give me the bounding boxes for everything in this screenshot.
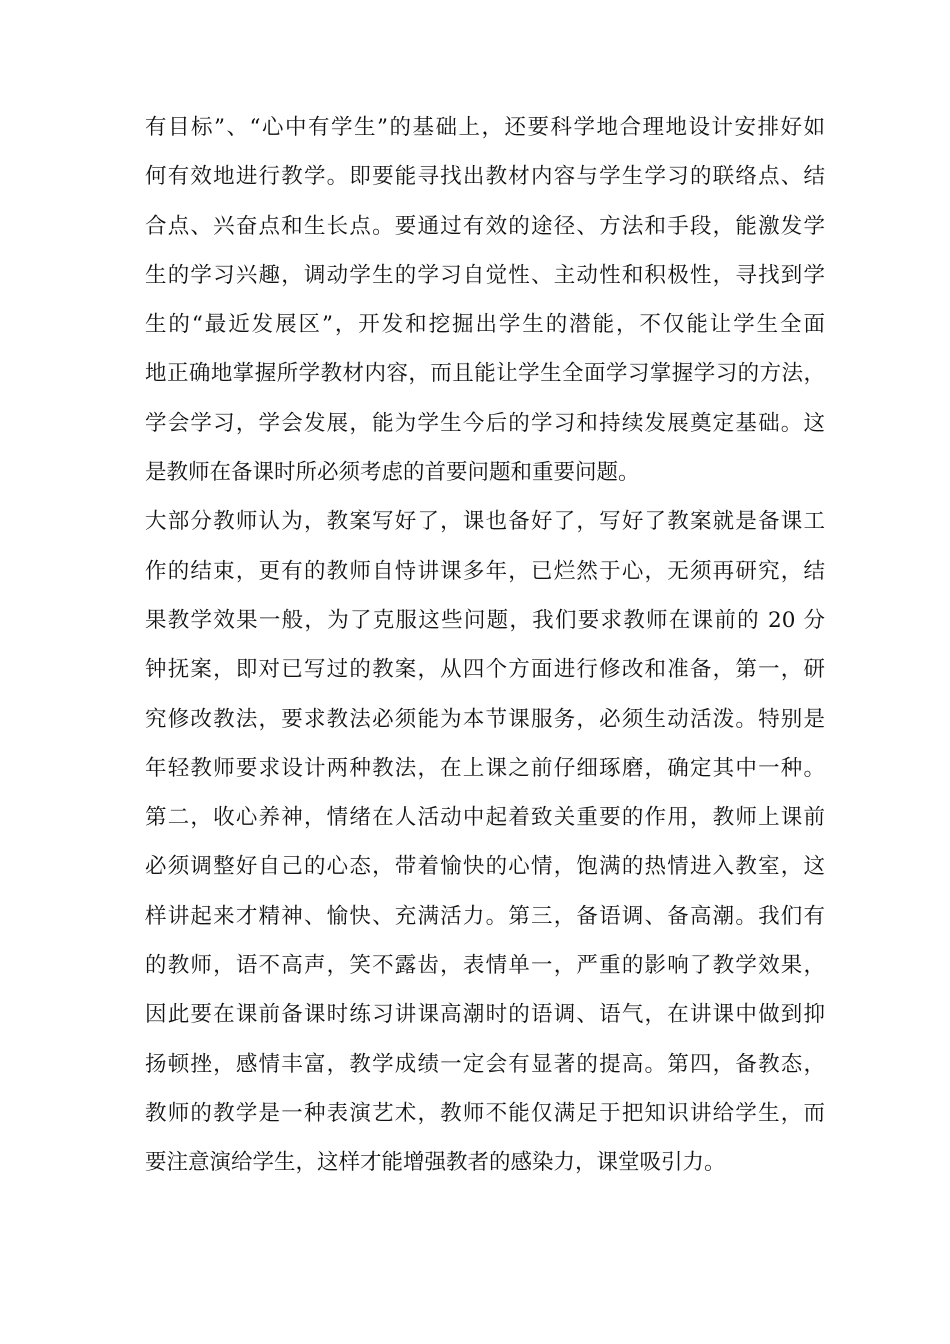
text-line: 是教师在备课时所必须考虑的首要问题和重要问题。 — [145, 460, 640, 486]
body-text — [145, 103, 825, 1188]
text-line: 大部分教师认为，教案写好了，课也备好了，写好了教案就是备课工 — [145, 509, 825, 535]
text-line: 有目标”、“心中有学生”的基础上，还要科学地合理地设计安排好如 — [145, 115, 825, 140]
text-line: 样讲起来才精神、愉快、充满活力。第三，备语调、备高潮。我们有 — [145, 903, 825, 929]
text-line: 果教学效果一般，为了克服这些问题，我们要求教师在课前的 20 分 — [145, 607, 825, 633]
text-line: 教师的教学是一种表演艺术，教师不能仅满足于把知识讲给学生，而 — [145, 1100, 825, 1126]
text-line: 何有效地进行教学。即要能寻找出教材内容与学生学习的联络点、结 — [145, 164, 825, 190]
text-line: 第二，收心养神，情绪在人活动中起着致关重要的作用，教师上课前 — [145, 805, 825, 831]
text-line: 生的学习兴趣，调动学生的学习自觉性、主动性和积极性，寻找到学 — [145, 262, 825, 288]
text-line: 钟抚案，即对已写过的教案，从四个方面进行修改和准备，第一，研 — [145, 657, 825, 683]
text-line: 因此要在课前备课时练习讲课高潮时的语调、语气，在讲课中做到抑 — [145, 1002, 825, 1028]
text-line: 作的结束，更有的教师自恃讲课多年，已烂然于心，无须再研究，结 — [145, 558, 825, 584]
text-line: 必须调整好自己的心态，带着愉快的心情，饱满的热情进入教室，这 — [145, 854, 825, 880]
text-line: 究修改教法，要求教法必须能为本节课服务，必须生动活泼。特别是 — [145, 706, 825, 732]
text-line: 的教师，语不高声，笑不露齿，表情单一，严重的影响了教学效果， — [145, 953, 825, 979]
text-line: 生的“最近发展区”，开发和挖掘出学生的潜能，不仅能让学生全面 — [145, 312, 825, 338]
text-line: 合点、兴奋点和生长点。要通过有效的途径、方法和手段，能激发学 — [145, 213, 825, 239]
text-line: 要注意演给学生，这样才能增强教者的感染力，课堂吸引力。 — [145, 1150, 726, 1176]
text-line: 地正确地掌握所学教材内容，而且能让学生全面学习掌握学习的方法， — [145, 361, 825, 387]
text-line: 学会学习，学会发展，能为学生今后的学习和持续发展奠定基础。这 — [145, 410, 825, 436]
text-line: 年轻教师要求设计两种教法，在上课之前仔细琢磨，确定其中一种。 — [145, 755, 825, 781]
text-line: 扬顿挫，感情丰富，教学成绩一定会有显著的提高。第四，备教态， — [145, 1051, 825, 1077]
